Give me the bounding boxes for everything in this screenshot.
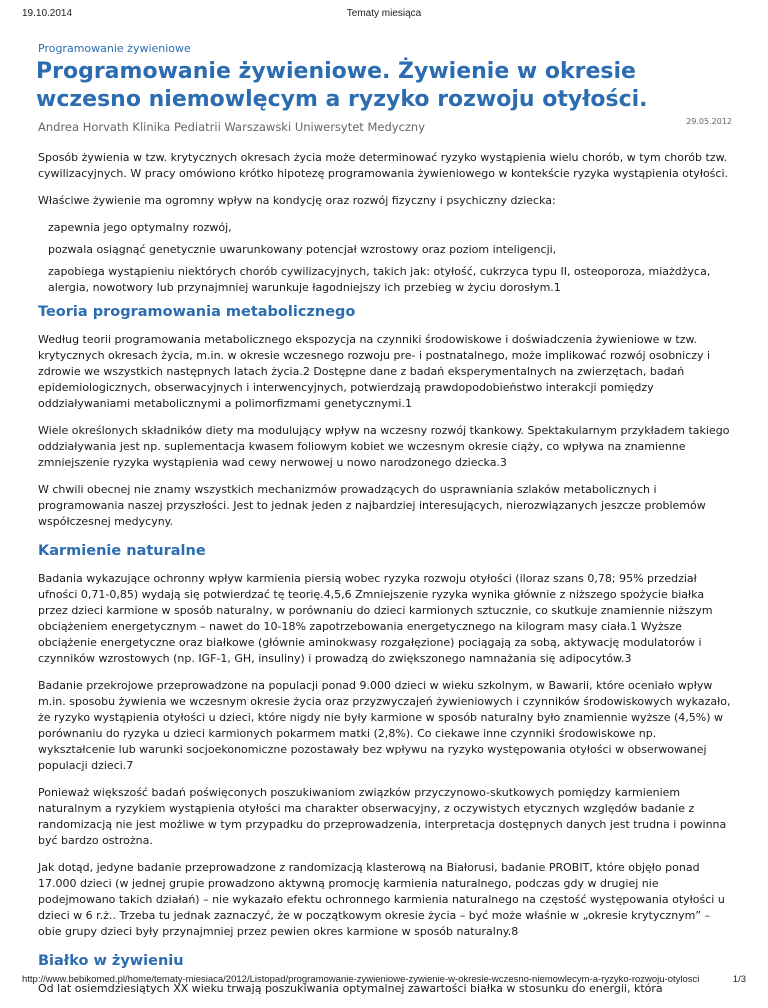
article-title: Programowanie żywieniowe. Żywienie w okresie wczesno niemowlęcym a ryzyko rozwoju otyłości. bbox=[36, 59, 648, 112]
section-paragraph: Ponieważ większość badań poświęconych poszukiwaniom związków przyczynowo-skutkowych pomiędzy karmieniem naturalnym a ryzykiem wystąpienia otyłości ma charakter obserwacyjny, z oczywistych etycznych względów badanie z randomizacją nie jest możliwe w tym przypadku do przeprowadzenia, interpretacja dostępnych danych jest trudna i powinna być bardzo ostrożna. bbox=[38, 786, 727, 847]
section-paragraph: Od lat osiemdziesiątych XX wieku trwają poszukiwania optymalnej zawartości białka w stosunku do energii, która bbox=[38, 982, 663, 995]
article-authors: Andrea Horvath Klinika Pediatrii Warszawski Uniwersytet Medyczny bbox=[38, 120, 426, 134]
list-item: zapobiega wystąpieniu niektórych chorób cywilizacyjnych, takich jak: otyłość, cukrzyca typu II, osteoporoza, miażdżyca, alergia, nowotwory lub przynajmniej warunkuje łagodniejszy ich przebieg w życiu dorosłym.1 bbox=[48, 265, 711, 294]
section-paragraph: Wiele określonych składników diety ma modulujący wpływ na wczesny rozwój tkankowy. Spektakularnym przykładem takiego oddziaływania jest np. suplementacja kwasem foliowym kobiet we wczesnym okresie ciąży, co wpływa na znamienne zmniejszenie ryzyka wystąpienia wad cewy nerwowej u nowo narodzonego dziecka.3 bbox=[38, 424, 730, 469]
print-footer bbox=[22, 974, 746, 986]
section-paragraph: Badania wykazujące ochronny wpływ karmienia piersią wobec ryzyka rozwoju otyłości (iloraz szans 0,78; 95% przedział ufności 0,71-0,85) wydają się potwierdzać tę teorię.4,5,6 Zmniejszenie ryzyka wynika głównie z niższego spożycie białka przez dzieci karmione w sposób naturalny, w porównaniu do dzieci karmionych sztucznie, co skutkuje znamiennie niższym obciążeniem energetycznym – nawet do 10-18% zapotrzebowania energetycznego na kilogram masy ciała.1 Wyższe obciążenie energetyczne oraz białkowe (głównie aminokwasy rozgałęzione) pociągają za sobą, aktywację modulatorów i czynników wzrostowych (np. IGF-1, GH, insuliny) i prowadzą do zwiększonego namnażania się adipocytów.3 bbox=[38, 572, 713, 665]
print-header bbox=[22, 8, 746, 22]
section-heading-metabolic-programming: Teoria programowania metabolicznego bbox=[38, 304, 356, 320]
section-paragraph: Badanie przekrojowe przeprowadzone na populacji ponad 9.000 dzieci w wieku szkolnym, w Bawarii, które oceniało wpływ m.in. sposobu żywienia we wczesnym okresie życia oraz przyzwyczajeń żywieniowych i czynników środowiskowych wykazało, że ryzyko wystąpienia otyłości u dzieci, które nigdy nie były karmione w sposób naturalny było znamiennie wyższe (4,5%) w porównaniu do ryzyka u dzieci karmionych pokarmem matki (2,8%). Co ciekawe inne czynniki środowiskowe np. wykształcenie lub warunki socjoekonomiczne pozostawały bez wpływu na ryzyko występowania otyłości w obserwowanej populacji dzieci.7 bbox=[38, 679, 731, 772]
print-date: 19.10.2014 bbox=[22, 8, 73, 19]
list-item: pozwala osiągnąć genetycznie uwarunkowany potencjał wzrostowy oraz poziom inteligencji, bbox=[48, 243, 557, 256]
section-paragraph: Jak dotąd, jedyne badanie przeprowadzone z randomizacją klasterową na Białorusi, badanie PROBIT, które objęło ponad 17.000 dzieci (w jednej grupie prowadzono aktywną promocję karmienia naturalnego, podczas gdy w drugiej nie podejmowano takich działań) – nie wykazało efektu ochronnego karmienia naturalnego na częstość występowania otyłości u dzieci w 6 r.ż.. Trzeba tu jednak zaznaczyć, że w początkowym okresie życia – być może właśnie w „okresie krytycznym” – obie grupy dzieci były przynajmniej przez pewien okres karmione w sposób naturalny.8 bbox=[38, 861, 725, 938]
category-link[interactable]: Programowanie żywieniowe bbox=[38, 42, 191, 55]
article-body bbox=[38, 150, 731, 1008]
print-page-title: Tematy miesiąca bbox=[346, 8, 422, 19]
section-paragraph: W chwili obecnej nie znamy wszystkich mechanizmów prowadzących do usprawniania szlaków metabolicznych i programowania naszej przyszłości. Jest to jednak jeden z najbardziej interesujących, nierozwiązanych jeszcze problemów współczesnej medycyny. bbox=[38, 483, 706, 528]
article-date: 29.05.2012 bbox=[686, 117, 732, 126]
benefits-list bbox=[38, 220, 731, 296]
intro-paragraph: Właściwe żywienie ma ogromny wpływ na kondycję oraz rozwój fizyczny i psychiczny dziecka: bbox=[38, 194, 556, 207]
page-number: 1/3 bbox=[732, 974, 746, 985]
print-url[interactable]: http://www.bebikomed.pl/home/tematy-miesiaca/2012/Listopad/programowanie-zywieniowe-zywienie-w-okresie-wczesno-niemowlecym-a-ryzyko-rozwoju-otylosci bbox=[22, 974, 700, 985]
list-item: zapewnia jego optymalny rozwój, bbox=[48, 221, 232, 234]
section-heading-protein: Białko w żywieniu bbox=[38, 953, 184, 969]
intro-paragraph: Sposób żywienia w tzw. krytycznych okresach życia może determinować ryzyko wystąpienia wielu chorób, w tym chorób tzw. cywilizacyjnych. W pracy omówiono krótko hipotezę programowania żywieniowego w kontekście ryzyka wystąpienia otyłości. bbox=[38, 151, 729, 180]
section-paragraph: Według teorii programowania metabolicznego ekspozycja na czynniki środowiskowe i doświadczenia żywieniowe w tzw. krytycznych okresach życia, m.in. w okresie wczesnego rozwoju pre- i postnatalnego, może implikować rozwój osobniczy i zdrowie we wszystkich następnych latach życia.2 Dostępne dane z badań eksperymentalnych na zwierzętach, badań epidemiologicznych, obserwacyjnych i interwencyjnych, potwierdzają prawdopodobieństwo interakcji pomiędzy oddziaływaniami metabolicznymi a polimorfizmami genetycznymi.1 bbox=[38, 333, 711, 410]
section-heading-breastfeeding: Karmienie naturalne bbox=[38, 543, 206, 559]
